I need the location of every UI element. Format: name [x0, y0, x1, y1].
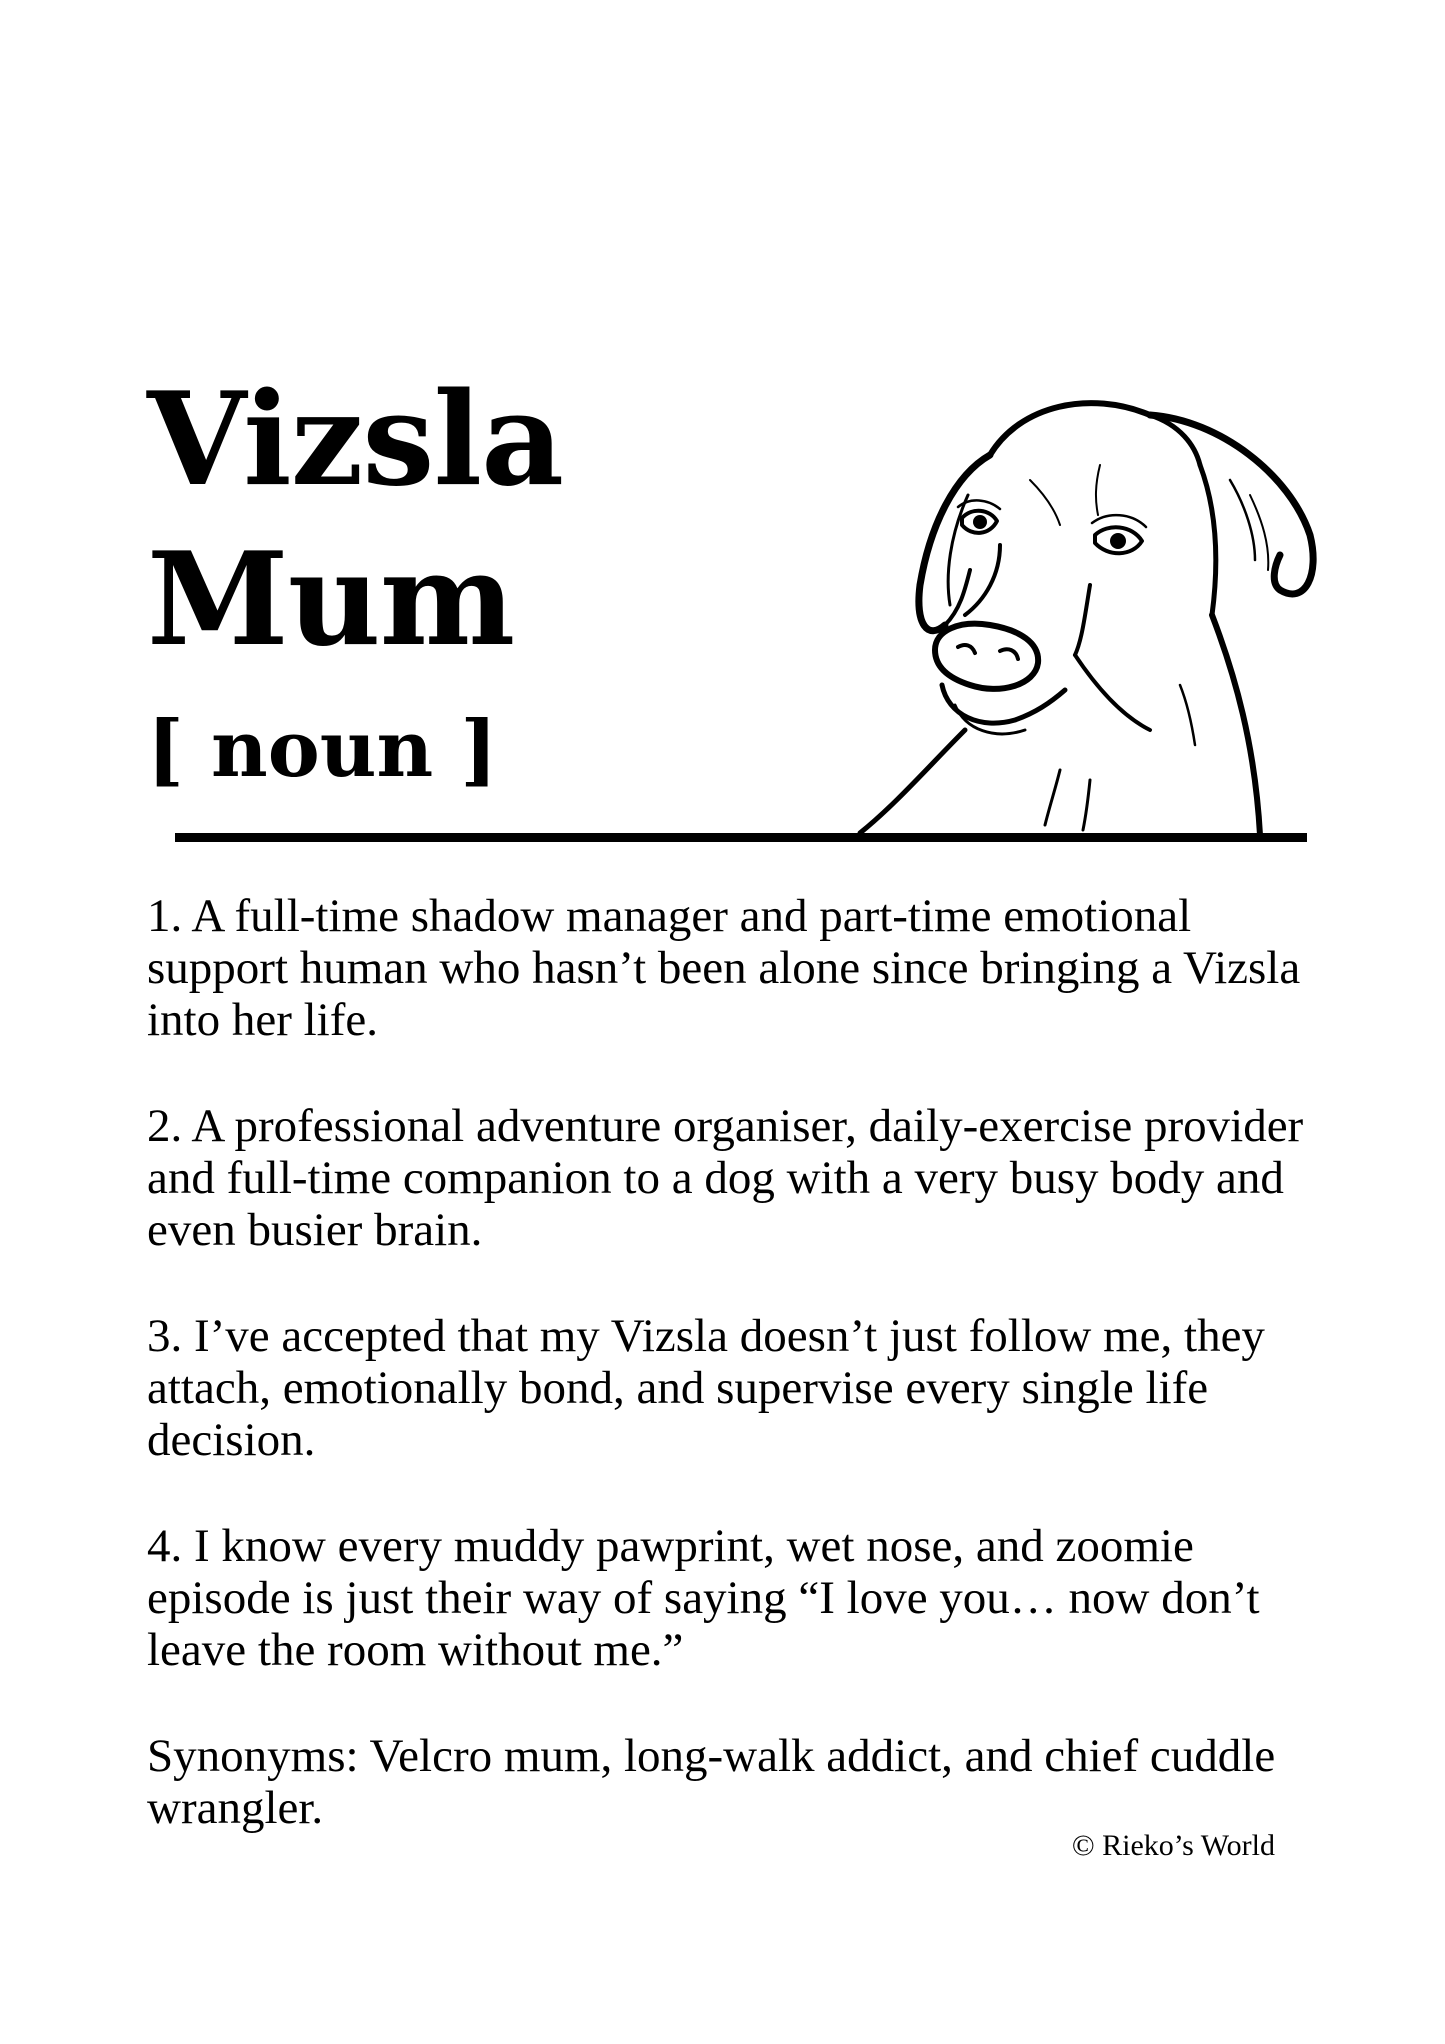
- divider-rule: [175, 833, 1307, 842]
- copyright-notice: © Rieko’s World: [1071, 1829, 1275, 1862]
- title-line-vizsla: Vizsla: [147, 365, 563, 515]
- page-title: [147, 360, 563, 680]
- title-line-mum: Mum: [147, 525, 515, 675]
- synonyms: Synonyms: Velcro mum, long-walk addict, and chief cuddle wrangler.: [147, 1730, 1276, 1834]
- definition-1: 1. A full-time shadow manager and part-time emotional support human who hasn’t been alone since bringing a Vizsla into her life.: [147, 890, 1301, 1046]
- definition-2: 2. A professional adventure organiser, daily-exercise provider and full-time companion to a dog with a very busy body and even busier brain.: [147, 1100, 1304, 1256]
- definition-list: [147, 890, 1327, 1888]
- part-of-speech: [ noun ]: [147, 704, 498, 795]
- definition-4: 4. I know every muddy pawprint, wet nose, and zoomie episode is just their way of saying “I love you… now don’t leave the room without me.”: [147, 1520, 1260, 1676]
- vizsla-dog-head-icon: [850, 385, 1320, 840]
- definition-3: 3. I’ve accepted that my Vizsla doesn’t just follow me, they attach, emotionally bond, and supervise every single life decision.: [147, 1310, 1265, 1466]
